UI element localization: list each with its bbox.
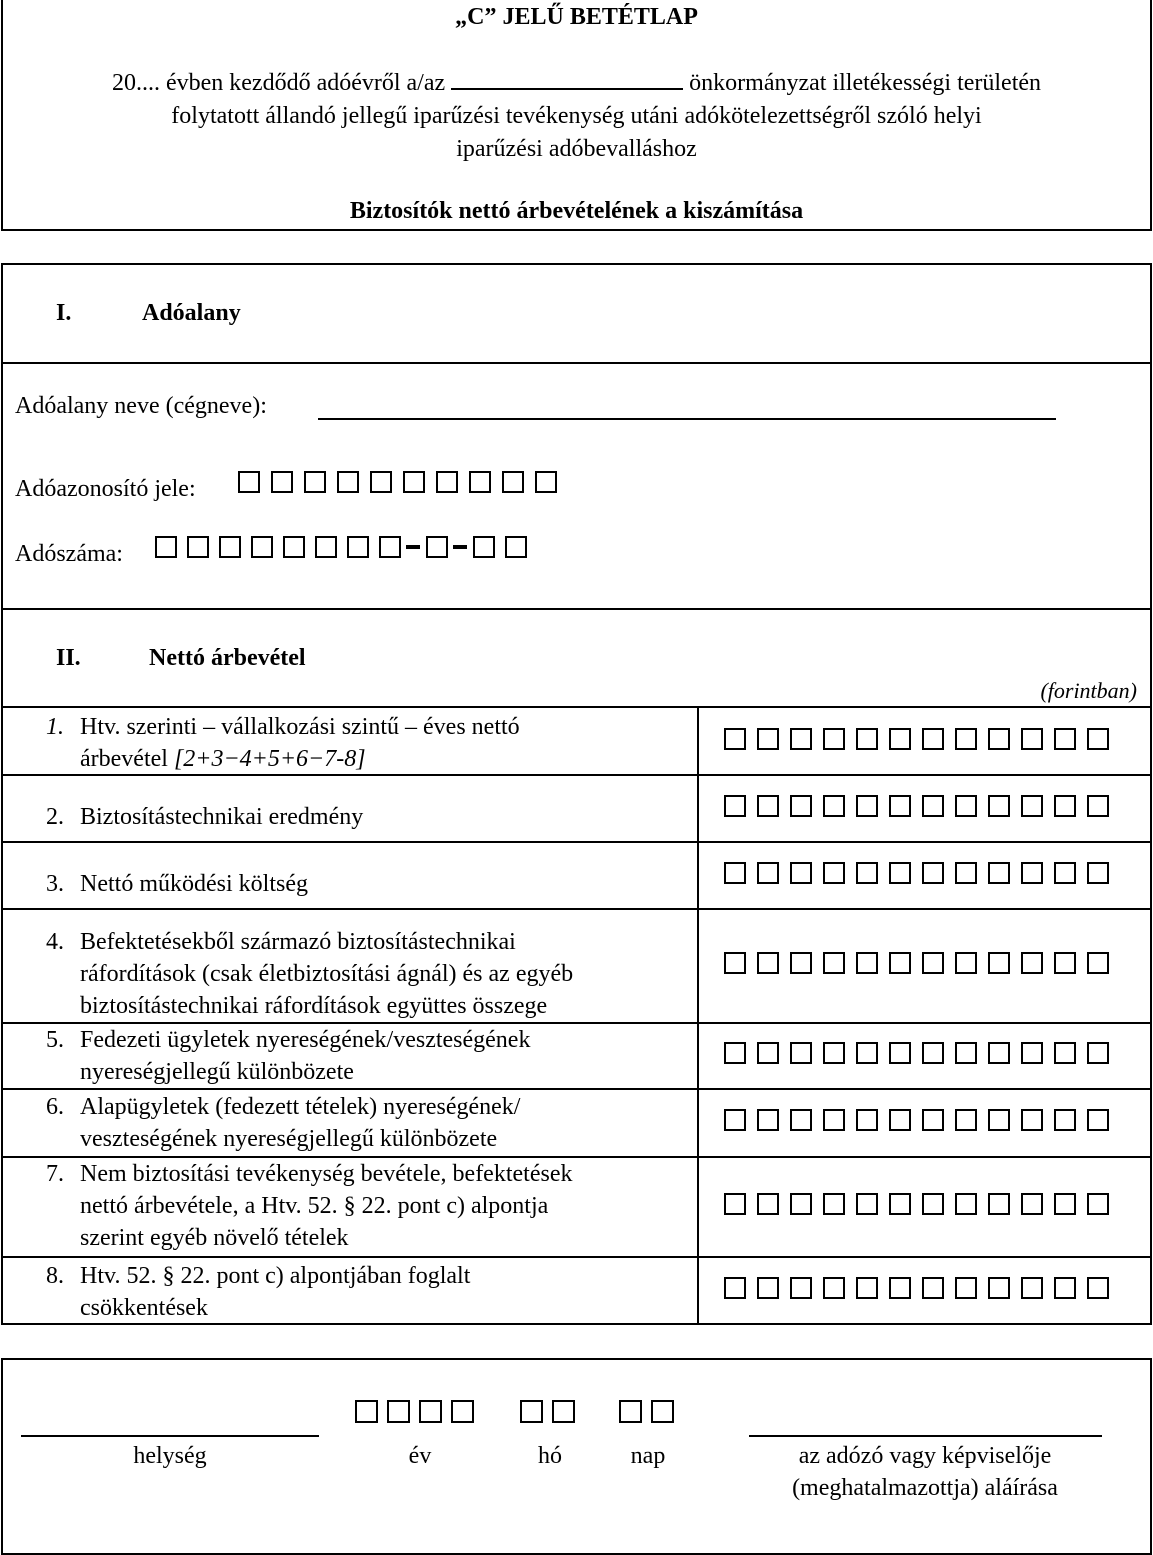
digit-box[interactable] xyxy=(889,1193,911,1215)
row-number: 2. xyxy=(46,804,64,830)
row-text-line: szerint egyéb növelő tételek xyxy=(80,1225,349,1251)
digit-box[interactable] xyxy=(1021,795,1043,817)
day-boxes[interactable] xyxy=(619,1400,683,1423)
section-2-number: II. xyxy=(56,645,81,671)
digit-box[interactable] xyxy=(370,471,392,493)
digit-box[interactable] xyxy=(988,1193,1010,1215)
digit-box[interactable] xyxy=(823,795,845,817)
digit-box[interactable] xyxy=(1087,862,1109,884)
digit-box[interactable] xyxy=(955,795,977,817)
digit-box[interactable] xyxy=(889,795,911,817)
digit-box[interactable] xyxy=(856,1277,878,1299)
digit-box[interactable] xyxy=(922,952,944,974)
digit-box[interactable] xyxy=(757,952,779,974)
digit-box[interactable] xyxy=(1054,952,1076,974)
amount-boxes[interactable] xyxy=(724,862,1120,884)
section-1-heading xyxy=(56,300,241,327)
signature-field[interactable] xyxy=(749,1435,1102,1437)
row-text xyxy=(80,1024,670,1088)
digit-box[interactable] xyxy=(1054,1042,1076,1064)
digit-box[interactable] xyxy=(988,1109,1010,1131)
row-text-line: Htv. 52. § 22. pont c) alpontjában foglalt xyxy=(80,1263,471,1289)
amount-boxes[interactable] xyxy=(724,795,1120,817)
row-text-line: Fedezeti ügyletek nyereségének/veszteségének xyxy=(80,1027,531,1053)
digit-box[interactable] xyxy=(922,1193,944,1215)
row-text-line: árbevétel xyxy=(80,746,174,772)
digit-box[interactable] xyxy=(823,728,845,750)
digit-box[interactable] xyxy=(757,795,779,817)
row-text xyxy=(80,801,670,833)
digit-box[interactable] xyxy=(724,862,746,884)
digit-box[interactable] xyxy=(724,728,746,750)
digit-box[interactable] xyxy=(451,1400,474,1423)
digit-box[interactable] xyxy=(502,471,524,493)
digit-box[interactable] xyxy=(219,536,241,558)
row-number: 4. xyxy=(46,929,64,955)
row-number: 3. xyxy=(46,871,64,897)
digit-box[interactable] xyxy=(1054,1109,1076,1131)
digit-box[interactable] xyxy=(790,1042,812,1064)
digit-box[interactable] xyxy=(304,471,326,493)
row-text-line: biztosítástechnikai ráfordítások együttes összege xyxy=(80,993,548,1019)
row-text-line: Nem biztosítási tevékenység bevétele, befektetések xyxy=(80,1161,573,1187)
digit-box[interactable] xyxy=(757,1193,779,1215)
digit-box[interactable] xyxy=(856,728,878,750)
digit-box[interactable] xyxy=(889,952,911,974)
taxpayer-name-field[interactable] xyxy=(318,418,1056,420)
signature-label-line1: az adózó vagy képviselője xyxy=(798,1443,1052,1469)
digit-box[interactable] xyxy=(337,471,359,493)
digit-box[interactable] xyxy=(889,728,911,750)
digit-box[interactable] xyxy=(379,536,401,558)
year-boxes[interactable] xyxy=(355,1400,483,1423)
digit-box[interactable] xyxy=(856,862,878,884)
digit-box[interactable] xyxy=(552,1400,575,1423)
signature-label-line2: (meghatalmazottja) aláírása xyxy=(792,1475,1058,1501)
digit-box[interactable] xyxy=(757,1277,779,1299)
digit-box[interactable] xyxy=(988,1277,1010,1299)
intro-post: önkormányzat illetékességi területén xyxy=(689,70,1042,96)
digit-box[interactable] xyxy=(469,471,491,493)
digit-box[interactable] xyxy=(403,471,425,493)
digit-box[interactable] xyxy=(1021,1193,1043,1215)
digit-box[interactable] xyxy=(823,952,845,974)
row-number: 1. xyxy=(46,714,64,740)
intro-pre: 20.... évben kezdődő adóévről a/az xyxy=(111,70,446,96)
divider xyxy=(1,706,1152,708)
amount-boxes[interactable] xyxy=(724,1042,1120,1064)
separator-dash xyxy=(453,545,467,549)
digit-box[interactable] xyxy=(889,862,911,884)
tax-number-label: Adószáma: xyxy=(15,541,123,567)
digit-box[interactable] xyxy=(889,1109,911,1131)
section-1-number: I. xyxy=(56,300,72,326)
digit-box[interactable] xyxy=(1087,728,1109,750)
row-text-line: Befektetésekből származó biztosítástechnikai xyxy=(80,929,516,955)
digit-box[interactable] xyxy=(347,536,369,558)
digit-box[interactable] xyxy=(473,536,495,558)
digit-box[interactable] xyxy=(790,862,812,884)
amount-boxes[interactable] xyxy=(724,1193,1120,1215)
digit-box[interactable] xyxy=(535,471,557,493)
unit-label: (forintban) xyxy=(1040,678,1137,703)
digit-box[interactable] xyxy=(790,795,812,817)
digit-box[interactable] xyxy=(757,862,779,884)
row-text xyxy=(80,1260,670,1324)
digit-box[interactable] xyxy=(823,1193,845,1215)
section-1-title: Adóalany xyxy=(142,300,241,326)
digit-box[interactable] xyxy=(724,1109,746,1131)
digit-box[interactable] xyxy=(187,536,209,558)
place-field[interactable] xyxy=(21,1435,319,1437)
intro-line3: iparűzési adóbevalláshoz xyxy=(456,136,697,162)
digit-box[interactable] xyxy=(955,952,977,974)
digit-box[interactable] xyxy=(790,728,812,750)
digit-box[interactable] xyxy=(757,1042,779,1064)
month-label: hó xyxy=(538,1443,562,1469)
amount-boxes[interactable] xyxy=(724,952,1120,974)
row-text xyxy=(80,868,670,900)
digit-box[interactable] xyxy=(155,536,177,558)
row-text-line: nyereségjellegű különbözete xyxy=(80,1059,354,1085)
digit-box[interactable] xyxy=(922,862,944,884)
digit-box[interactable] xyxy=(922,728,944,750)
form-title: „C” JELŰ BETÉTLAP xyxy=(455,4,698,30)
divider xyxy=(1,608,1152,610)
digit-box[interactable] xyxy=(922,795,944,817)
place-label: helység xyxy=(133,1443,207,1469)
digit-box[interactable] xyxy=(283,536,305,558)
digit-box[interactable] xyxy=(988,728,1010,750)
digit-box[interactable] xyxy=(1021,728,1043,750)
digit-box[interactable] xyxy=(823,1042,845,1064)
row-divider xyxy=(1,1256,1152,1258)
digit-box[interactable] xyxy=(988,862,1010,884)
intro-line2: folytatott állandó jellegű iparűzési tevékenység utáni adókötelezettségről szóló helyi xyxy=(171,103,982,129)
digit-box[interactable] xyxy=(355,1400,378,1423)
amount-boxes[interactable] xyxy=(724,1277,1120,1299)
row-text-line: csökkentések xyxy=(80,1295,208,1321)
digit-box[interactable] xyxy=(790,1193,812,1215)
divider xyxy=(1,362,1152,364)
digit-box[interactable] xyxy=(724,1042,746,1064)
form-subtitle: Biztosítók nettó árbevételének a kiszámítása xyxy=(349,198,804,224)
row-number: 6. xyxy=(46,1094,64,1120)
tax-id-label: Adóazonosító jele: xyxy=(15,476,196,502)
year-label: év xyxy=(408,1443,432,1469)
digit-box[interactable] xyxy=(889,1042,911,1064)
digit-box[interactable] xyxy=(955,1277,977,1299)
digit-box[interactable] xyxy=(988,952,1010,974)
row-text-line: Nettó működési költség xyxy=(80,871,308,897)
municipality-field[interactable] xyxy=(451,68,683,90)
digit-box[interactable] xyxy=(856,952,878,974)
amount-boxes[interactable] xyxy=(724,728,1120,750)
tax-id-boxes[interactable] xyxy=(238,471,568,493)
row-text xyxy=(80,1158,670,1254)
digit-box[interactable] xyxy=(1021,1109,1043,1131)
digit-box[interactable] xyxy=(419,1400,442,1423)
digit-box[interactable] xyxy=(955,1193,977,1215)
row-text-line: veszteségének nyereségjellegű különbözete xyxy=(80,1126,498,1152)
row-formula: [2+3−4+5+6−7-8] xyxy=(173,746,366,772)
digit-box[interactable] xyxy=(856,1042,878,1064)
digit-box[interactable] xyxy=(922,1109,944,1131)
row-text-line: Htv. szerinti – vállalkozási szintű – éves nettó xyxy=(80,714,520,740)
digit-box[interactable] xyxy=(1087,1109,1109,1131)
digit-box[interactable] xyxy=(1054,1193,1076,1215)
digit-box[interactable] xyxy=(955,1109,977,1131)
table-column-divider xyxy=(697,708,699,1324)
amount-boxes[interactable] xyxy=(724,1109,1120,1131)
digit-box[interactable] xyxy=(271,471,293,493)
section-2-heading xyxy=(56,645,306,672)
digit-box[interactable] xyxy=(1021,1277,1043,1299)
digit-box[interactable] xyxy=(955,728,977,750)
row-text xyxy=(80,711,670,775)
digit-box[interactable] xyxy=(238,471,260,493)
row-divider xyxy=(1,908,1152,910)
row-number: 7. xyxy=(46,1161,64,1187)
digit-box[interactable] xyxy=(823,862,845,884)
digit-box[interactable] xyxy=(436,471,458,493)
digit-box[interactable] xyxy=(724,795,746,817)
digit-box[interactable] xyxy=(619,1400,642,1423)
digit-box[interactable] xyxy=(1087,1042,1109,1064)
row-divider xyxy=(1,1088,1152,1090)
taxpayer-name-label: Adóalany neve (cégneve): xyxy=(15,393,267,419)
digit-box[interactable] xyxy=(988,1042,1010,1064)
digit-box[interactable] xyxy=(1054,1277,1076,1299)
digit-box[interactable] xyxy=(1087,952,1109,974)
digit-box[interactable] xyxy=(1054,728,1076,750)
digit-box[interactable] xyxy=(1087,1193,1109,1215)
digit-box[interactable] xyxy=(790,952,812,974)
digit-box[interactable] xyxy=(1087,1277,1109,1299)
digit-box[interactable] xyxy=(520,1400,543,1423)
signature-label xyxy=(730,1440,1120,1504)
digit-box[interactable] xyxy=(757,728,779,750)
digit-box[interactable] xyxy=(955,1042,977,1064)
digit-box[interactable] xyxy=(1087,795,1109,817)
digit-box[interactable] xyxy=(856,1193,878,1215)
digit-box[interactable] xyxy=(856,1109,878,1131)
digit-box[interactable] xyxy=(790,1277,812,1299)
row-text-line: Biztosítástechnikai eredmény xyxy=(80,804,364,830)
digit-box[interactable] xyxy=(856,795,878,817)
digit-box[interactable] xyxy=(651,1400,674,1423)
row-divider xyxy=(1,841,1152,843)
digit-box[interactable] xyxy=(387,1400,410,1423)
digit-box[interactable] xyxy=(889,1277,911,1299)
digit-box[interactable] xyxy=(823,1109,845,1131)
digit-box[interactable] xyxy=(724,1193,746,1215)
digit-box[interactable] xyxy=(790,1109,812,1131)
row-text xyxy=(80,926,670,1022)
digit-box[interactable] xyxy=(724,952,746,974)
digit-box[interactable] xyxy=(251,536,273,558)
row-text xyxy=(80,1091,670,1155)
row-number: 8. xyxy=(46,1263,64,1289)
digit-box[interactable] xyxy=(823,1277,845,1299)
month-boxes[interactable] xyxy=(520,1400,584,1423)
section-2-title: Nettó árbevétel xyxy=(149,645,306,671)
digit-box[interactable] xyxy=(955,862,977,884)
digit-box[interactable] xyxy=(922,1042,944,1064)
digit-box[interactable] xyxy=(1054,862,1076,884)
digit-box[interactable] xyxy=(1021,952,1043,974)
row-number: 5. xyxy=(46,1027,64,1053)
digit-box[interactable] xyxy=(315,536,337,558)
separator-dash xyxy=(406,545,420,549)
row-text-line: nettó árbevétele, a Htv. 52. § 22. pont c) alpontja xyxy=(80,1193,549,1219)
digit-box[interactable] xyxy=(426,536,448,558)
form-intro xyxy=(30,67,1123,166)
day-label: nap xyxy=(630,1443,666,1469)
digit-box[interactable] xyxy=(922,1277,944,1299)
digit-box[interactable] xyxy=(988,795,1010,817)
digit-box[interactable] xyxy=(1021,862,1043,884)
row-text-line: Alapügyletek (fedezett tételek) nyereségének/ xyxy=(80,1094,521,1120)
digit-box[interactable] xyxy=(757,1109,779,1131)
digit-box[interactable] xyxy=(724,1277,746,1299)
digit-box[interactable] xyxy=(1021,1042,1043,1064)
row-text-line: ráfordítások (csak életbiztosítási ágnál) és az egyéb xyxy=(80,961,574,987)
digit-box[interactable] xyxy=(1054,795,1076,817)
tax-number-boxes[interactable] xyxy=(155,536,537,558)
digit-box[interactable] xyxy=(505,536,527,558)
